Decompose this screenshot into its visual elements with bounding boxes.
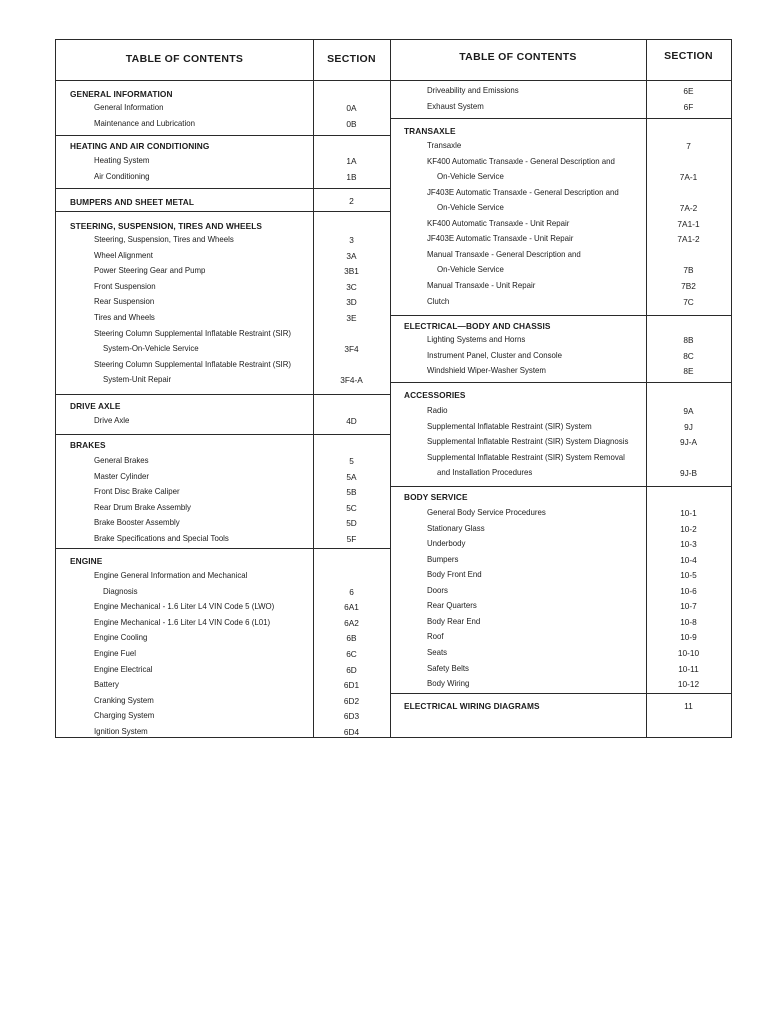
toc-group	[56, 80, 390, 136]
entry-label: JF403E Automatic Transaxle - General Description and	[427, 187, 619, 197]
toc-entry	[390, 539, 731, 555]
toc-entry	[56, 416, 390, 432]
entry-label: Engine Electrical	[94, 664, 153, 674]
toc-entry	[56, 456, 390, 472]
entry-section-number: 10-4	[680, 554, 697, 565]
toc-entry	[390, 555, 731, 571]
entry-section-number: 5C	[346, 502, 357, 513]
toc-entry	[390, 335, 731, 351]
toc-entry	[56, 472, 390, 488]
toc-entry	[56, 571, 390, 587]
toc-entry	[56, 618, 390, 634]
entry-label: Driveability and Emissions	[427, 86, 519, 95]
entry-section-number: 9J	[684, 421, 693, 432]
toc-entry	[390, 648, 731, 664]
entry-label: Safety Belts	[427, 663, 469, 673]
toc-entry	[56, 297, 390, 313]
toc-group	[56, 394, 390, 435]
toc-group	[56, 548, 390, 739]
entry-section-number: 9J-B	[679, 468, 698, 479]
toc-entry	[390, 570, 731, 586]
entry-section-number: 6D1	[343, 680, 360, 691]
toc-entry	[390, 437, 731, 453]
entry-label: Supplemental Inflatable Restraint (SIR) System Diagnosis	[427, 437, 629, 447]
entry-section-number: 10-1	[680, 508, 697, 518]
group-title: BUMPERS AND SHEET METAL	[70, 197, 194, 207]
toc-group	[390, 315, 731, 383]
toc-group	[56, 434, 390, 549]
toc-group	[390, 693, 731, 739]
toc-entry	[56, 360, 390, 376]
entry-label: Engine General Information and Mechanical	[94, 571, 248, 580]
entry-label: Ignition System	[94, 727, 148, 736]
entry-label: Front Suspension	[94, 281, 156, 291]
entry-section-number: 3A	[346, 250, 357, 261]
toc-entry	[56, 282, 390, 298]
entry-label: Tires and Wheels	[94, 313, 155, 322]
entry-label: Engine Fuel	[94, 649, 136, 658]
entry-section-number: 7A1-2	[677, 234, 700, 245]
toc-entry	[390, 265, 731, 281]
entry-section-number: 6D4	[343, 727, 360, 737]
entry-label: Underbody	[427, 539, 466, 549]
entry-label: Body Wiring	[427, 679, 470, 689]
group-title: ENGINE	[70, 556, 103, 566]
group-title: TRANSAXLE	[404, 126, 456, 136]
toc-entry	[390, 453, 731, 469]
toc-entry	[56, 602, 390, 618]
entry-section-number: 6A2	[344, 617, 359, 628]
entry-section-number: 6B	[346, 633, 357, 644]
toc-entry	[56, 313, 390, 329]
entry-label: Clutch	[427, 296, 450, 306]
entry-label: Master Cylinder	[94, 471, 150, 481]
toc-heading: TABLE OF CONTENTS	[459, 51, 577, 63]
entry-section-number: 6F	[683, 101, 694, 112]
entry-label: Exhaust System	[427, 101, 484, 111]
entry-label: Drive Axle	[94, 416, 130, 425]
entry-label: Steering, Suspension, Tires and Wheels	[94, 235, 234, 244]
entry-label: Manual Transaxle - General Description and	[427, 249, 581, 259]
entry-section-number: 3B1	[344, 266, 359, 277]
toc-entry	[56, 251, 390, 267]
entry-label: Lighting Systems and Horns	[427, 335, 526, 344]
toc-entry	[390, 219, 731, 235]
toc-entry	[56, 649, 390, 665]
entry-section-number: 10-2	[680, 523, 697, 534]
toc-entry	[390, 468, 731, 484]
toc-group	[56, 135, 390, 189]
entry-label: Seats	[427, 647, 448, 657]
entry-section-number: 7B	[683, 265, 694, 276]
entry-section-number: 1A	[346, 156, 357, 166]
entry-label: Brake Specifications and Special Tools	[94, 534, 229, 543]
toc-entry	[56, 235, 390, 251]
entry-label: Heating System	[94, 156, 150, 165]
entry-section-number: 10-9	[680, 632, 697, 643]
toc-entry	[56, 633, 390, 649]
toc-entry	[390, 141, 731, 157]
entry-section-number: 6D2	[343, 695, 360, 706]
entry-section-number: 5	[349, 456, 354, 466]
section-heading: SECTION	[664, 50, 713, 62]
entry-section-number: 3	[349, 235, 354, 245]
entry-section-number: 5B	[346, 487, 357, 498]
entry-label: Bumpers	[427, 554, 459, 564]
entry-label: System-Unit Repair	[103, 375, 172, 385]
entry-label: JF403E Automatic Transaxle - Unit Repair	[427, 234, 574, 244]
entry-label: Air Conditioning	[94, 171, 150, 181]
entry-label: System-On-Vehicle Service	[103, 344, 199, 354]
entry-label: Diagnosis	[103, 586, 138, 596]
group-section-number: 2	[349, 196, 354, 206]
entry-section-number: 7A-2	[679, 203, 698, 214]
entry-label: Supplemental Inflatable Restraint (SIR) System	[427, 421, 592, 431]
toc-entry	[390, 508, 731, 524]
entry-section-number: 10-6	[680, 585, 697, 596]
group-title: BODY SERVICE	[404, 492, 468, 502]
toc-entry	[56, 680, 390, 696]
toc-entry	[56, 375, 390, 391]
group-title: ACCESSORIES	[404, 390, 466, 400]
entry-section-number: 6D	[346, 664, 357, 675]
toc-entry	[390, 366, 731, 382]
toc-entry	[390, 664, 731, 680]
entry-section-number: 5F	[346, 534, 357, 544]
toc-entry	[390, 617, 731, 633]
entry-label: Roof	[427, 632, 444, 642]
entry-label: Engine Cooling	[94, 633, 148, 643]
entry-label: On-Vehicle Service	[437, 203, 504, 213]
toc-entry	[390, 234, 731, 250]
entry-section-number: 8C	[683, 350, 694, 361]
entry-label: Rear Drum Brake Assembly	[94, 502, 191, 512]
entry-label: Transaxle	[427, 141, 462, 150]
entry-section-number: 3D	[346, 297, 357, 308]
entry-section-number: 10-11	[678, 663, 699, 674]
entry-section-number: 3F4-A	[340, 375, 363, 386]
toc-entry	[56, 587, 390, 603]
column-header	[390, 40, 731, 81]
toc-entry	[56, 487, 390, 503]
toc-entry	[56, 518, 390, 534]
group-title: GENERAL INFORMATION	[70, 89, 173, 99]
toc-entry	[56, 711, 390, 727]
right-column	[390, 40, 731, 737]
toc-entry	[390, 586, 731, 602]
toc-entry	[56, 103, 390, 119]
toc-entry	[390, 250, 731, 266]
toc-group	[390, 80, 731, 119]
group-title: ELECTRICAL WIRING DIAGRAMS	[404, 701, 540, 711]
toc-group	[56, 211, 390, 395]
entry-section-number: 7A-1	[679, 172, 698, 183]
entry-label: Steering Column Supplemental Inflatable Restraint (SIR)	[94, 359, 292, 369]
entry-label: KF400 Automatic Transaxle - Unit Repair	[427, 218, 570, 228]
entry-label: Charging System	[94, 711, 155, 721]
entry-section-number: 1B	[346, 171, 357, 182]
entry-section-number: 3C	[346, 281, 357, 292]
toc-entry	[56, 696, 390, 712]
toc-entry	[390, 281, 731, 297]
entry-label: On-Vehicle Service	[437, 265, 504, 275]
entry-label: Engine Mechanical - 1.6 Liter L4 VIN Code 6 (L01)	[94, 617, 271, 627]
entry-section-number: 7	[686, 141, 691, 151]
entry-label: Manual Transaxle - Unit Repair	[427, 280, 536, 290]
entry-section-number: 7B2	[681, 280, 696, 291]
entry-label: Doors	[427, 585, 448, 595]
entry-section-number: 3F4	[344, 344, 359, 355]
toc-entry	[390, 188, 731, 204]
entry-section-number: 9J-A	[679, 437, 698, 448]
toc-entry	[390, 524, 731, 540]
toc-entry	[390, 632, 731, 648]
entry-label: Steering Column Supplemental Inflatable Restraint (SIR)	[94, 328, 292, 338]
toc-group	[390, 118, 731, 316]
toc-entry	[390, 601, 731, 617]
entry-section-number: 10-12	[677, 679, 700, 690]
toc-entry	[56, 172, 390, 188]
entry-label: Cranking System	[94, 695, 154, 705]
entry-section-number: 10-5	[680, 570, 697, 581]
entry-label: Rear Suspension	[94, 297, 155, 307]
toc-entry	[390, 422, 731, 438]
entry-section-number: 6D3	[343, 711, 360, 722]
entry-section-number: 9A	[683, 406, 694, 416]
entry-section-number: 10-7	[680, 601, 697, 612]
toc-entry	[390, 406, 731, 422]
entry-section-number: 10-10	[677, 647, 700, 658]
group-title: DRIVE AXLE	[70, 401, 121, 411]
entry-label: General Body Service Procedures	[427, 508, 546, 517]
toc-entry	[390, 172, 731, 188]
toc-group	[56, 188, 390, 212]
entry-label: Radio	[427, 406, 448, 415]
entry-section-number: 0B	[346, 118, 357, 129]
group-title: ELECTRICAL—BODY AND CHASSIS	[404, 321, 551, 331]
column-header	[56, 40, 390, 81]
entry-section-number: 0A	[346, 103, 357, 113]
entry-label: Brake Booster Assembly	[94, 518, 180, 528]
group-title: BRAKES	[70, 440, 106, 450]
toc-entry	[56, 156, 390, 172]
entry-section-number: 10-3	[680, 539, 697, 550]
entry-label: Supplemental Inflatable Restraint (SIR) System Removal	[427, 452, 625, 462]
toc-group	[390, 486, 731, 694]
table-of-contents	[55, 39, 732, 738]
section-heading: SECTION	[327, 53, 376, 65]
entry-label: Rear Quarters	[427, 601, 477, 611]
toc-entry	[56, 665, 390, 681]
entry-label: Maintenance and Lubrication	[94, 118, 195, 128]
toc-entry	[56, 119, 390, 135]
toc-entry	[390, 297, 731, 313]
toc-group	[390, 382, 731, 487]
entry-label: General Information	[94, 103, 164, 112]
toc-entry	[390, 102, 731, 118]
entry-section-number: 3E	[346, 313, 357, 323]
entry-section-number: 6A1	[344, 602, 359, 613]
group-section-number: 11	[684, 701, 693, 711]
toc-entry	[56, 344, 390, 360]
toc-entry	[56, 329, 390, 345]
toc-heading: TABLE OF CONTENTS	[125, 53, 244, 65]
entry-label: Engine Mechanical - 1.6 Liter L4 VIN Code 5 (LWO)	[94, 602, 275, 612]
toc-entry	[56, 503, 390, 519]
entry-label: On-Vehicle Service	[437, 172, 504, 182]
entry-section-number: 8B	[683, 335, 694, 345]
entry-section-number: 8E	[683, 366, 694, 377]
entry-section-number: 10-8	[680, 616, 697, 627]
entry-label: KF400 Automatic Transaxle - General Description and	[427, 156, 615, 166]
toc-entry	[390, 86, 731, 102]
entry-label: Front Disc Brake Caliper	[94, 487, 180, 497]
entry-label: Body Rear End	[427, 616, 481, 626]
entry-section-number: 6E	[683, 86, 694, 96]
entry-label: Body Front End	[427, 570, 482, 580]
toc-entry	[390, 351, 731, 367]
entry-section-number: 7C	[683, 296, 694, 307]
toc-entry	[390, 157, 731, 173]
entry-section-number: 5D	[346, 518, 357, 529]
entry-section-number: 4D	[346, 416, 357, 426]
entry-section-number: 6	[349, 586, 354, 597]
entry-label: Stationary Glass	[427, 523, 485, 533]
entry-label: Power Steering Gear and Pump	[94, 266, 206, 276]
entry-section-number: 7A1-1	[677, 218, 700, 229]
entry-label: Wheel Alignment	[94, 250, 153, 260]
entry-label: and Installation Procedures	[437, 468, 533, 478]
entry-label: Instrument Panel, Cluster and Console	[427, 350, 563, 360]
group-title: STEERING, SUSPENSION, TIRES AND WHEELS	[70, 221, 263, 231]
group-title: HEATING AND AIR CONDITIONING	[70, 141, 210, 151]
toc-entry	[56, 266, 390, 282]
entry-section-number: 5A	[346, 471, 357, 482]
entry-section-number: 6C	[346, 649, 357, 659]
toc-entry	[56, 727, 390, 743]
entry-label: Battery	[94, 680, 119, 690]
toc-entry	[390, 203, 731, 219]
entry-label: General Brakes	[94, 456, 149, 465]
entry-label: Windshield Wiper-Washer System	[427, 366, 546, 376]
left-column	[56, 40, 391, 737]
